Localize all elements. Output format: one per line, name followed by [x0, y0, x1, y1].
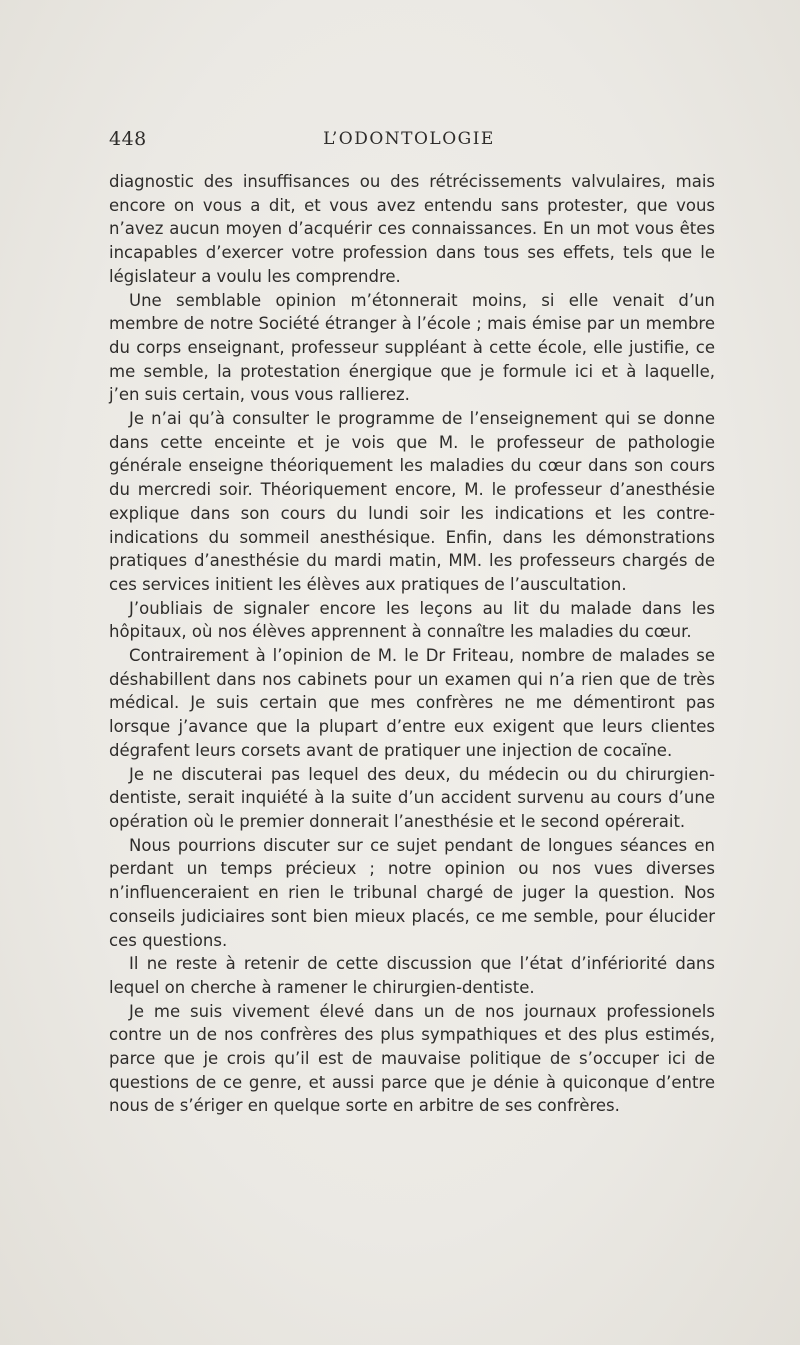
paragraph: Je me suis vivement élevé dans un de nos journaux professionels contre un de nos confrères des plus sympathiques et des plus estimés, parce que je crois qu’il est de mauvaise politique de s’occuper ici de questions de ce genre, et aussi parce que je dénie à quiconque d’entre nous de s’ériger en quelque sorte en arbitre de ses confrères.	[109, 1001, 715, 1116]
paragraph: Contrairement à l’opinion de M. le Dr Friteau, nombre de malades se déshabillent dans nos cabinets pour un examen qui n’a rien que de très médical. Je suis certain que mes confrères ne me démentiront pas lorsque j’avance que la plupart d’entre eux exigent que leurs clientes dégrafent leurs corsets avant de pratiquer une injection de cocaïne.	[109, 646, 715, 760]
page-number: 448	[109, 128, 147, 150]
paragraph: Je n’ai qu’à consulter le programme de l’enseignement qui se donne dans cette enceinte et je vois que M. le professeur de pathologie générale enseigne théoriquement les maladies du cœur dans son cours du mercredi soir. Théoriquement encore, M. le professeur d’anesthésie explique dans son cours du lundi soir les indications et les contre-indications du sommeil anesthésique. Enfin, dans les démonstrations pratiques d’anesthésie du mardi matin, MM. les professeurs chargés de ces services initient les élèves aux pratiques de l’auscultation.	[109, 409, 715, 594]
paragraph: Il ne reste à retenir de cette discussion que l’état d’infériorité dans lequel on cherche à ramener le chirurgien-dentiste.	[109, 954, 715, 997]
journal-title: L’ODONTOLOGIE	[323, 129, 495, 149]
paragraph-continuation: diagnostic des insuffisances ou des rétrécissements valvulaires, mais encore on vous a dit, et vous avez entendu sans protester, que vous n’avez aucun moyen d’acquérir ces connaissances. En un mot vous êtes incapables d’exercer votre profession dans tous ses effets, tels que le législateur a voulu les comprendre.	[109, 172, 715, 286]
running-head	[109, 128, 709, 162]
paragraph: Une semblable opinion m’étonnerait moins, si elle venait d’un membre de notre Société étranger à l’école ; mais émise par un membre du corps enseignant, professeur suppléant à cette école, elle justifie, ce me semble, la protestation énergique que je formule ici et à laquelle, j’en suis certain, vous vous rallierez.	[109, 290, 715, 405]
paragraph: Je ne discuterai pas lequel des deux, du médecin ou du chirurgien-dentiste, serait inquiété à la suite d’un accident survenu au cours d’une opération où le premier donnerait l’anesthésie et le second opérerait.	[109, 764, 715, 831]
body-text	[109, 170, 715, 1118]
paragraph: Nous pourrions discuter sur ce sujet pendant de longues séances en perdant un temps précieux ; notre opinion ou nos vues diverses n’influenceraient en rien le tribunal chargé de juger la question. Nos conseils judiciaires sont bien mieux placés, ce me semble, pour élucider ces questions.	[109, 835, 715, 950]
paragraph: J’oubliais de signaler encore les leçons au lit du malade dans les hôpitaux, où nos élèves apprennent à connaître les maladies du cœur.	[109, 598, 715, 642]
